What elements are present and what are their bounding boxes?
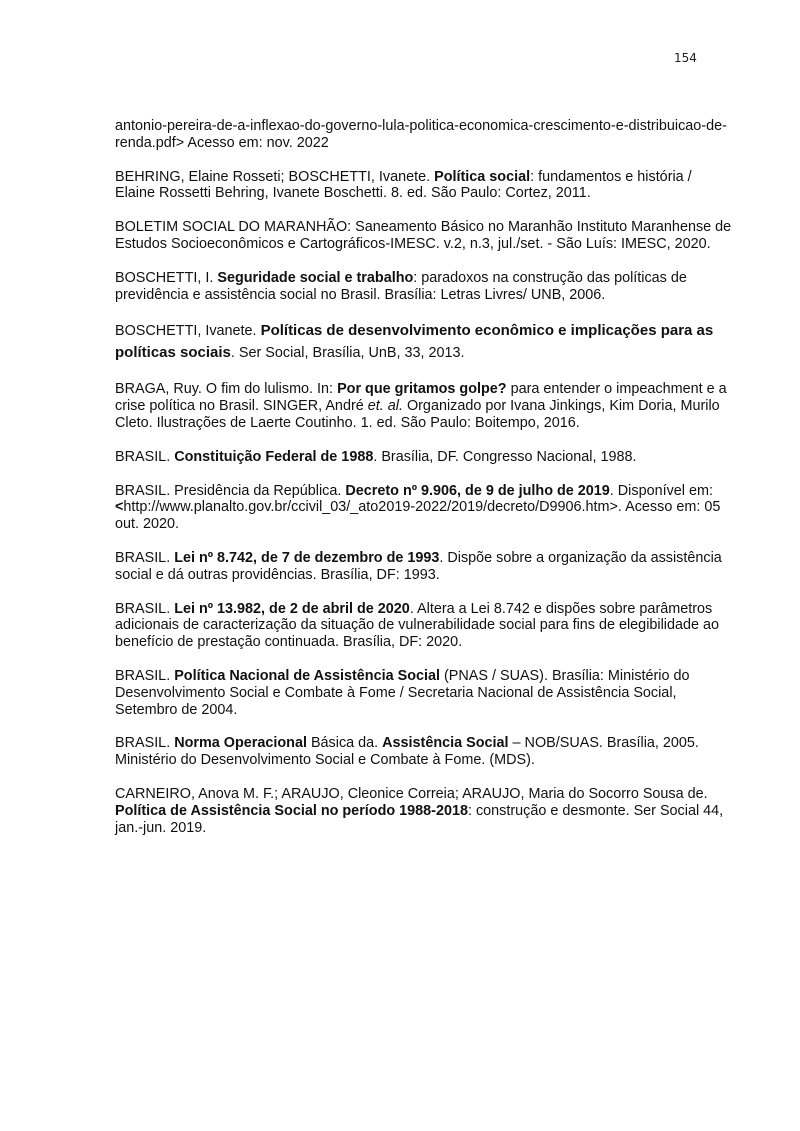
reference-title-bold: Política Nacional de Assistência Social — [174, 667, 440, 684]
reference-text: BRASIL. — [115, 667, 175, 684]
reference-text: . Dispõe sobre a organização da assistência social e dá outras providências. Brasília, DF: 1993. — [115, 549, 722, 583]
reference-text: BOLETIM SOCIAL DO MARANHÃO: Saneamento Básico no Maranhão Instituto Maranhense de Estudos Socioeconômicos e Cartográficos-IMESC. v.2, n.3, jul./set. - São Luís: IMESC, 2020. — [115, 219, 732, 252]
reference-text: BOSCHETTI, Ivanete. — [115, 323, 261, 340]
reference-title-bold: Políticas de desenvolvimento econômico e implicações para as políticas sociais — [115, 322, 714, 362]
reference-text: BRASIL. — [115, 549, 175, 566]
reference-entry — [115, 118, 735, 152]
reference-title-bold: Lei nº 8.742, de 7 de dezembro de 1993 — [174, 549, 440, 566]
reference-text: BRASIL. — [115, 448, 175, 465]
reference-text: . Altera a Lei 8.742 e dispões sobre parâmetros adicionais de caracterização da situação de vulnerabilidade social para fins de elegibilidade ao benefício de prestação continuada. Brasília, DF: 2020. — [115, 600, 719, 651]
reference-title-bold: < — [115, 499, 124, 516]
reference-text: Básica da. — [306, 735, 383, 752]
reference-text: BRASIL. — [115, 600, 175, 617]
reference-text: . Disponível em: — [609, 482, 713, 499]
reference-text: – NOB/SUAS. Brasília, 2005. Ministério do Desenvolvimento Social e Combate à Fome. (MDS). — [115, 735, 699, 769]
reference-text: http://www.planalto.gov.br/ccivil_03/_ato2019-2022/2019/decreto/D9906.htm>. Acesso em: 05 out. 2020. — [115, 499, 721, 533]
reference-entry — [115, 668, 735, 718]
reference-entry — [115, 601, 735, 651]
reference-text: BEHRING, Elaine Rosseti; BOSCHETTI, Ivanete. — [115, 168, 435, 185]
reference-title-bold: Norma Operacional — [174, 735, 307, 752]
reference-text: . Ser Social, Brasília, UnB, 33, 2013. — [230, 345, 465, 362]
reference-text: : fundamentos e história / Elaine Rossetti Behring, Ivanete Boschetti. 8. ed. São Paulo: Cortez, 2011. — [115, 168, 692, 202]
reference-text: . Brasília, DF. Congresso Nacional, 1988. — [373, 448, 637, 465]
reference-entry — [115, 219, 735, 253]
reference-entry — [115, 786, 735, 836]
reference-text: : construção e desmonte. Ser Social 44, jan.-jun. 2019. — [115, 802, 724, 836]
reference-title-bold: Decreto nº 9.906, de 9 de julho de 2019 — [345, 482, 610, 499]
reference-title-bold: Seguridade social e trabalho — [217, 269, 414, 286]
reference-title-bold: Assistência Social — [382, 735, 509, 752]
reference-title-bold: Lei nº 13.982, de 2 de abril de 2020 — [174, 600, 410, 617]
reference-text: (PNAS / SUAS). Brasília: Ministério do Desenvolvimento Social e Combate à Fome / Secretaria Nacional de Assistência Social, Setembro de 2004. — [115, 667, 690, 718]
reference-entry — [115, 449, 735, 466]
reference-title-bold: Política de Assistência Social no período 1988-2018 — [115, 802, 468, 819]
reference-entry — [115, 320, 735, 364]
reference-text: BRASIL. — [115, 735, 175, 752]
reference-text: antonio-pereira-de-a-inflexao-do-governo-lula-politica-economica-crescimento-e-distribuicao-de-renda.pdf> Acesso em: nov. 2022 — [115, 118, 727, 151]
reference-text: BRASIL. Presidência da República. — [115, 482, 346, 499]
reference-entry — [115, 169, 735, 203]
reference-entry — [115, 735, 735, 769]
page-number: 154 — [674, 51, 697, 65]
reference-text: CARNEIRO, Anova M. F.; ARAUJO, Cleonice Correia; ARAUJO, Maria do Socorro Sousa de. — [115, 785, 708, 802]
reference-text: BOSCHETTI, I. — [115, 269, 218, 286]
reference-title-bold: Por que gritamos golpe? — [337, 381, 507, 398]
reference-text: Organizado por Ivana Jinkings, Kim Doria, Murilo Cleto. Ilustrações de Laerte Coutinho. 1. ed. São Paulo: Boitempo, 2016. — [115, 398, 720, 431]
reference-entry — [115, 550, 735, 584]
reference-entry — [115, 270, 735, 304]
reference-italic-text: et. al. — [367, 398, 403, 415]
reference-title-bold: Constituição Federal de 1988 — [174, 448, 374, 465]
reference-list — [115, 118, 735, 853]
reference-text: para entender o impeachment e a crise política no Brasil. SINGER, André — [115, 381, 727, 415]
reference-entry — [115, 381, 735, 431]
reference-entry — [115, 483, 735, 533]
reference-title-bold: Política social — [434, 168, 531, 185]
reference-text: : paradoxos na construção das políticas de previdência e assistência social no Brasil. Brasília: Letras Livres/ UNB, 2006. — [115, 269, 687, 303]
reference-text: BRAGA, Ruy. O fim do lulismo. In: — [115, 381, 338, 398]
